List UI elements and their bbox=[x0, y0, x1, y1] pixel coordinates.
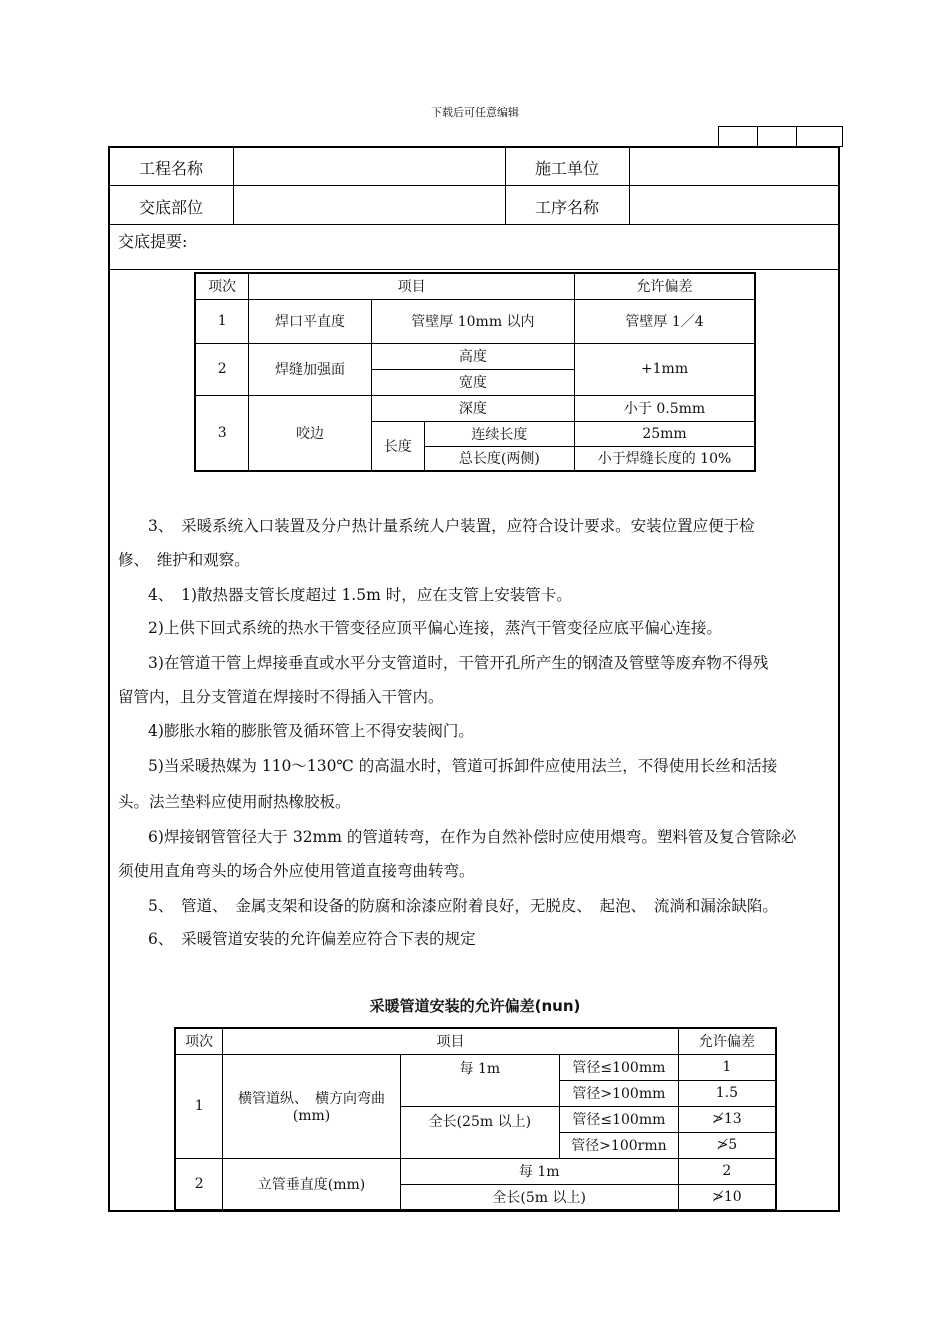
header-cell: 项目 bbox=[223, 1028, 678, 1054]
table-cell: 管径>100rmn bbox=[560, 1132, 679, 1158]
table-cell: 1.5 bbox=[678, 1080, 776, 1106]
paragraph-line: 头。法兰垫料应使用耐热橡胶板。 bbox=[118, 793, 351, 811]
construction-unit-label: 施工单位 bbox=[534, 159, 599, 178]
table-cell: 每 1m bbox=[400, 1158, 678, 1184]
table-row bbox=[195, 395, 755, 421]
table-row bbox=[195, 343, 755, 369]
paragraph-line: 5、 管道、 金属支架和设备的防腐和涂漆应附着良好，无脱皮、 起泡、 流淌和漏涂缺陷。 bbox=[148, 897, 778, 915]
table-cell: ≯10 bbox=[678, 1184, 776, 1210]
table-cell: 小于焊缝长度的 10% bbox=[575, 446, 755, 471]
table-cell: 总长度(两侧) bbox=[424, 446, 574, 471]
paragraph-line: 6、 采暖管道安装的允许偏差应符合下表的规定 bbox=[148, 930, 476, 948]
table-cell: 3 bbox=[195, 395, 249, 471]
corner-box bbox=[718, 126, 757, 147]
table-caption: 采暖管道安装的允许偏差(nun) bbox=[369, 997, 581, 1015]
table-cell: 连续长度 bbox=[424, 421, 574, 446]
table-cell: 管径≤100mm bbox=[560, 1106, 679, 1132]
table-row bbox=[175, 1054, 776, 1080]
paragraph-line: 4)膨胀水箱的膨胀管及循环管上不得安装阀门。 bbox=[148, 722, 474, 740]
paragraph-line: 4、 1)散热器支管长度超过 1.5m 时，应在支管上安装管卡。 bbox=[148, 586, 572, 604]
header-cell: 允许偏差 bbox=[575, 273, 755, 299]
summary-label: 交底提要: bbox=[118, 232, 188, 251]
table-header-row bbox=[175, 1028, 776, 1054]
table-cell: 2 bbox=[175, 1158, 223, 1210]
item-unit: (mm) bbox=[292, 1108, 331, 1124]
table-cell: 管壁厚 10mm 以内 bbox=[371, 299, 574, 343]
table-cell: 管径≤100mm bbox=[560, 1054, 679, 1080]
table-cell: 1 bbox=[678, 1054, 776, 1080]
table-cell: ≯5 bbox=[678, 1132, 776, 1158]
table-cell: 宽度 bbox=[371, 369, 574, 395]
table-cell: 焊缝加强面 bbox=[249, 343, 371, 395]
table-cell: 2 bbox=[678, 1158, 776, 1184]
paragraph-line: 修、 维护和观察。 bbox=[118, 551, 250, 569]
corner-box bbox=[757, 126, 796, 147]
divider bbox=[108, 224, 840, 225]
header-cell: 项目 bbox=[249, 273, 575, 299]
table-row bbox=[195, 299, 755, 343]
table-cell bbox=[223, 1054, 400, 1158]
paragraph-line: 须使用直角弯头的场合外应使用管道直接弯曲转弯。 bbox=[118, 862, 475, 880]
table-cell: 全长(5m 以上) bbox=[400, 1184, 678, 1210]
table-row bbox=[175, 1158, 776, 1184]
table-cell: 管壁厚 1／4 bbox=[575, 299, 755, 343]
process-name-label: 工序名称 bbox=[534, 198, 599, 217]
header-cell: 项次 bbox=[175, 1028, 223, 1054]
paragraph-line: 3、 采暖系统入口装置及分户热计量系统人户装置，应符合设计要求。安装位置应便于检 bbox=[148, 517, 755, 535]
paragraph-line: 2)上供下回式系统的热水干管变径应顶平偏心连接，蒸汽干管变径应底平偏心连接。 bbox=[148, 619, 722, 637]
divider bbox=[108, 269, 840, 270]
handover-part-label: 交底部位 bbox=[138, 198, 203, 217]
table-cell: 管径>100mm bbox=[560, 1080, 679, 1106]
table-cell: 咬边 bbox=[249, 395, 371, 471]
paragraph-line: 6)焊接钢管管径大于 32mm 的管道转弯，在作为自然补偿时应使用煨弯。塑料管及复合管除必 bbox=[148, 828, 797, 846]
header-cell: 项次 bbox=[195, 273, 249, 299]
table-cell: 每 1m bbox=[400, 1054, 559, 1106]
header-note: 下载后可任意编辑 bbox=[431, 106, 519, 119]
table-cell: 立管垂直度(mm) bbox=[223, 1158, 400, 1210]
table-cell: 2 bbox=[195, 343, 249, 395]
table-cell: 25mm bbox=[575, 421, 755, 446]
table-cell: ≯13 bbox=[678, 1106, 776, 1132]
header-cell: 允许偏差 bbox=[678, 1028, 776, 1054]
table-header-row bbox=[195, 273, 755, 299]
table-cell: 深度 bbox=[371, 395, 574, 421]
item-text: 横管道纵、 横方向弯曲 bbox=[237, 1091, 385, 1107]
corner-box bbox=[796, 126, 843, 147]
divider bbox=[233, 146, 234, 224]
table-cell: 1 bbox=[195, 299, 249, 343]
project-name-label: 工程名称 bbox=[138, 159, 203, 178]
table-cell: +1mm bbox=[575, 343, 755, 395]
table-cell: 全长(25m 以上) bbox=[400, 1106, 559, 1158]
paragraph-line: 5)当采暖热媒为 110～130℃ 的高温水时，管道可拆卸件应使用法兰，不得使用长丝和活接 bbox=[148, 757, 778, 775]
table-cell: 长度 bbox=[371, 421, 424, 471]
divider bbox=[629, 146, 630, 224]
heating-pipe-tolerance-table bbox=[174, 1027, 777, 1211]
welding-tolerance-table bbox=[194, 272, 756, 472]
paragraph-line: 留管内，且分支管道在焊接时不得插入干管内。 bbox=[118, 688, 444, 706]
table-cell: 焊口平直度 bbox=[249, 299, 371, 343]
corner-boxes bbox=[718, 126, 843, 146]
table-cell: 高度 bbox=[371, 343, 574, 369]
divider bbox=[108, 185, 840, 186]
table-cell: 小于 0.5mm bbox=[575, 395, 755, 421]
paragraph-line: 3)在管道干管上焊接垂直或水平分支管道时，干管开孔所产生的钢渣及管壁等废弃物不得残 bbox=[148, 654, 769, 672]
table-cell: 1 bbox=[175, 1054, 223, 1158]
